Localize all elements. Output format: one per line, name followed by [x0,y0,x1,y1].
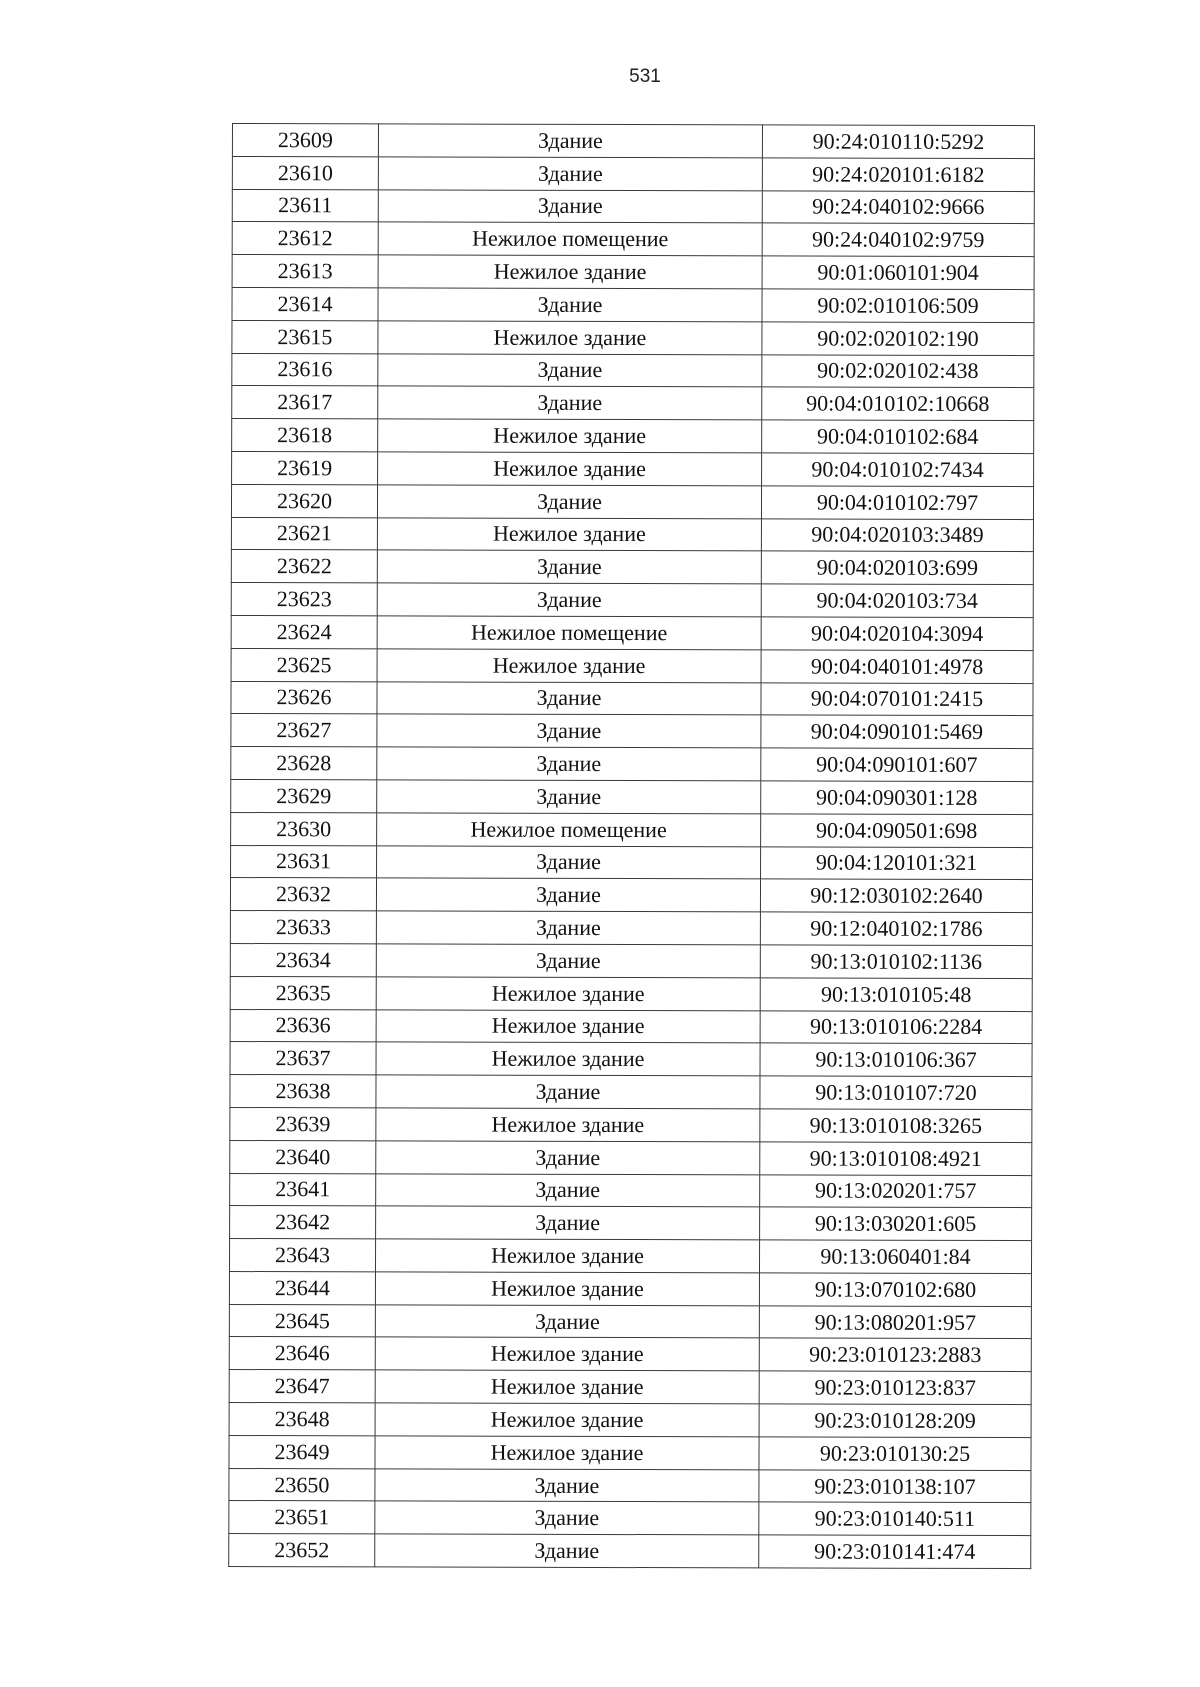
table-row [230,1075,1032,1110]
table-row [232,386,1034,421]
row-id-cell: 23622 [231,550,377,583]
table-row [232,287,1034,322]
cadastral-number-cell: 90:04:090301:128 [761,781,1033,815]
row-id-cell: 23626 [231,681,377,714]
object-type-cell: Нежилое здание [375,1370,759,1404]
object-type-cell: Здание [377,714,761,748]
row-id-cell: 23619 [232,451,378,484]
cadastral-number-cell: 90:04:010102:684 [762,420,1034,454]
object-type-cell: Здание [376,1206,760,1240]
cadastral-number-cell: 90:13:010102:1136 [760,945,1032,979]
row-id-cell: 23636 [230,1009,376,1042]
cadastral-number-cell: 90:04:090101:5469 [761,715,1033,749]
object-type-cell: Здание [378,288,762,322]
row-id-cell: 23618 [232,419,378,452]
object-type-cell: Нежилое здание [375,1403,759,1437]
row-id-cell: 23609 [232,124,378,157]
object-type-cell: Здание [376,1141,760,1175]
row-id-cell: 23652 [229,1534,375,1567]
object-type-cell: Здание [377,583,761,617]
table-row [232,353,1034,388]
object-type-cell: Здание [377,681,761,715]
object-type-cell: Нежилое здание [377,649,761,683]
page-number: 531 [629,66,661,87]
row-id-cell: 23620 [231,484,377,517]
registry-table-body [229,124,1035,1569]
cadastral-number-cell: 90:13:010108:4921 [760,1142,1032,1176]
object-type-cell: Здание [375,1534,759,1568]
object-type-cell: Нежилое здание [378,419,762,453]
table-row [230,1107,1032,1142]
cadastral-number-cell: 90:01:060101:904 [762,256,1034,290]
cadastral-number-cell: 90:13:010106:367 [760,1043,1032,1077]
table-row [230,943,1032,978]
table-row [231,747,1033,782]
table-row [232,451,1034,486]
object-type-cell: Здание [377,485,761,519]
cadastral-number-cell: 90:23:010140:511 [759,1502,1031,1536]
table-row [232,156,1034,191]
row-id-cell: 23645 [229,1304,375,1337]
row-id-cell: 23611 [232,189,378,222]
row-id-cell: 23624 [231,615,377,648]
object-type-cell: Нежилое здание [376,1009,760,1043]
table-row [230,1009,1032,1044]
table-row [230,1140,1032,1175]
row-id-cell: 23649 [229,1435,375,1468]
table-row [229,1534,1031,1569]
cadastral-number-cell: 90:23:010123:837 [759,1371,1031,1405]
cadastral-number-cell: 90:13:010107:720 [760,1076,1032,1110]
object-type-cell: Здание [378,157,762,191]
table-row [230,1042,1032,1077]
table-row [229,1239,1031,1274]
table-row [229,1403,1031,1438]
table-row [231,615,1033,650]
cadastral-number-cell: 90:24:020101:6182 [762,158,1034,192]
cadastral-number-cell: 90:04:090101:607 [761,748,1033,782]
table-row [232,320,1034,355]
cadastral-number-cell: 90:04:070101:2415 [761,682,1033,716]
object-type-cell: Нежилое здание [376,1108,760,1142]
row-id-cell: 23647 [229,1370,375,1403]
cadastral-number-cell: 90:13:020201:757 [760,1174,1032,1208]
cadastral-number-cell: 90:04:120101:321 [761,846,1033,880]
object-type-cell: Здание [377,550,761,584]
table-row [232,189,1034,224]
object-type-cell: Нежилое здание [375,1337,759,1371]
object-type-cell: Здание [375,1469,759,1503]
object-type-cell: Здание [376,911,760,945]
object-type-cell: Нежилое здание [376,1042,760,1076]
table-row [230,878,1032,913]
cadastral-number-cell: 90:02:020102:438 [762,354,1034,388]
row-id-cell: 23623 [231,583,377,616]
table-row [231,550,1033,585]
row-id-cell: 23642 [230,1206,376,1239]
object-type-cell: Нежилое здание [376,977,760,1011]
row-id-cell: 23635 [230,976,376,1009]
row-id-cell: 23643 [229,1239,375,1272]
table-row [232,124,1034,159]
object-type-cell: Здание [376,944,760,978]
cadastral-number-cell: 90:02:020102:190 [762,322,1034,356]
row-id-cell: 23639 [230,1107,376,1140]
cadastral-number-cell: 90:23:010130:25 [759,1437,1031,1471]
cadastral-number-cell: 90:12:030102:2640 [760,879,1032,913]
table-row [232,255,1034,290]
table-row [231,779,1033,814]
row-id-cell: 23615 [232,320,378,353]
table-row [231,681,1033,716]
row-id-cell: 23628 [231,747,377,780]
row-id-cell: 23644 [229,1271,375,1304]
row-id-cell: 23650 [229,1468,375,1501]
cadastral-number-cell: 90:04:090501:698 [761,814,1033,848]
table-row [229,1370,1031,1405]
cadastral-number-cell: 90:12:040102:1786 [760,912,1032,946]
row-id-cell: 23633 [230,911,376,944]
cadastral-number-cell: 90:04:010102:7434 [762,453,1034,487]
object-type-cell: Нежилое помещение [378,222,762,256]
cadastral-number-cell: 90:24:010110:5292 [762,125,1034,159]
registry-table [228,123,1035,1569]
cadastral-number-cell: 90:04:020103:699 [761,551,1033,585]
cadastral-number-cell: 90:23:010123:2883 [759,1338,1031,1372]
object-type-cell: Нежилое здание [375,1239,759,1273]
object-type-cell: Здание [378,124,762,158]
row-id-cell: 23648 [229,1403,375,1436]
object-type-cell: Нежилое здание [377,517,761,551]
cadastral-number-cell: 90:13:030201:605 [760,1207,1032,1241]
cadastral-number-cell: 90:23:010128:209 [759,1404,1031,1438]
table-row [232,419,1034,454]
object-type-cell: Нежилое здание [375,1436,759,1470]
cadastral-number-cell: 90:04:040101:4978 [761,650,1033,684]
cadastral-number-cell: 90:23:010138:107 [759,1470,1031,1504]
row-id-cell: 23612 [232,222,378,255]
row-id-cell: 23617 [232,386,378,419]
table-row [231,845,1033,880]
row-id-cell: 23651 [229,1501,375,1534]
row-id-cell: 23634 [230,943,376,976]
cadastral-number-cell: 90:04:010102:10668 [762,387,1034,421]
row-id-cell: 23637 [230,1042,376,1075]
table-row [229,1435,1031,1470]
cadastral-number-cell: 90:04:020103:3489 [761,518,1033,552]
table-row [230,976,1032,1011]
row-id-cell: 23629 [231,779,377,812]
row-id-cell: 23631 [231,845,377,878]
table-row [229,1337,1031,1372]
table-row [231,517,1033,552]
row-id-cell: 23613 [232,255,378,288]
object-type-cell: Нежилое помещение [377,813,761,847]
cadastral-number-cell: 90:02:010106:509 [762,289,1034,323]
cadastral-number-cell: 90:13:080201:957 [759,1306,1031,1340]
cadastral-number-cell: 90:13:070102:680 [759,1273,1031,1307]
object-type-cell: Здание [378,386,762,420]
table-row [230,1206,1032,1241]
cadastral-number-cell: 90:04:020103:734 [761,584,1033,618]
object-type-cell: Здание [375,1305,759,1339]
table-row [231,812,1033,847]
cadastral-number-cell: 90:13:010105:48 [760,978,1032,1012]
cadastral-number-cell: 90:13:060401:84 [759,1240,1031,1274]
object-type-cell: Нежилое здание [378,255,762,289]
table-row [229,1501,1031,1536]
table-row [229,1468,1031,1503]
table-row [230,1173,1032,1208]
cadastral-number-cell: 90:04:010102:797 [761,486,1033,520]
object-type-cell: Нежилое здание [378,321,762,355]
object-type-cell: Нежилое здание [375,1272,759,1306]
table-row [231,484,1033,519]
table-row [231,648,1033,683]
object-type-cell: Нежилое здание [378,452,762,486]
cadastral-number-cell: 90:24:040102:9759 [762,223,1034,257]
object-type-cell: Здание [378,353,762,387]
object-type-cell: Нежилое помещение [377,616,761,650]
cadastral-number-cell: 90:13:010108:3265 [760,1109,1032,1143]
cadastral-number-cell: 90:04:020104:3094 [761,617,1033,651]
cadastral-number-cell: 90:23:010141:474 [759,1535,1031,1569]
object-type-cell: Здание [376,878,760,912]
row-id-cell: 23625 [231,648,377,681]
row-id-cell: 23641 [230,1173,376,1206]
row-id-cell: 23616 [232,353,378,386]
row-id-cell: 23614 [232,287,378,320]
table-row [231,714,1033,749]
object-type-cell: Здание [376,1075,760,1109]
row-id-cell: 23627 [231,714,377,747]
object-type-cell: Здание [377,780,761,814]
cadastral-number-cell: 90:24:040102:9666 [762,190,1034,224]
row-id-cell: 23632 [230,878,376,911]
object-type-cell: Здание [378,189,762,223]
object-type-cell: Здание [377,845,761,879]
table-row [229,1304,1031,1339]
table-row [230,911,1032,946]
table-row [231,583,1033,618]
row-id-cell: 23610 [232,156,378,189]
row-id-cell: 23621 [231,517,377,550]
table-row [232,222,1034,257]
row-id-cell: 23646 [229,1337,375,1370]
object-type-cell: Здание [375,1501,759,1535]
object-type-cell: Здание [377,747,761,781]
object-type-cell: Здание [376,1173,760,1207]
cadastral-number-cell: 90:13:010106:2284 [760,1010,1032,1044]
row-id-cell: 23630 [231,812,377,845]
row-id-cell: 23638 [230,1075,376,1108]
table-row [229,1271,1031,1306]
row-id-cell: 23640 [230,1140,376,1173]
